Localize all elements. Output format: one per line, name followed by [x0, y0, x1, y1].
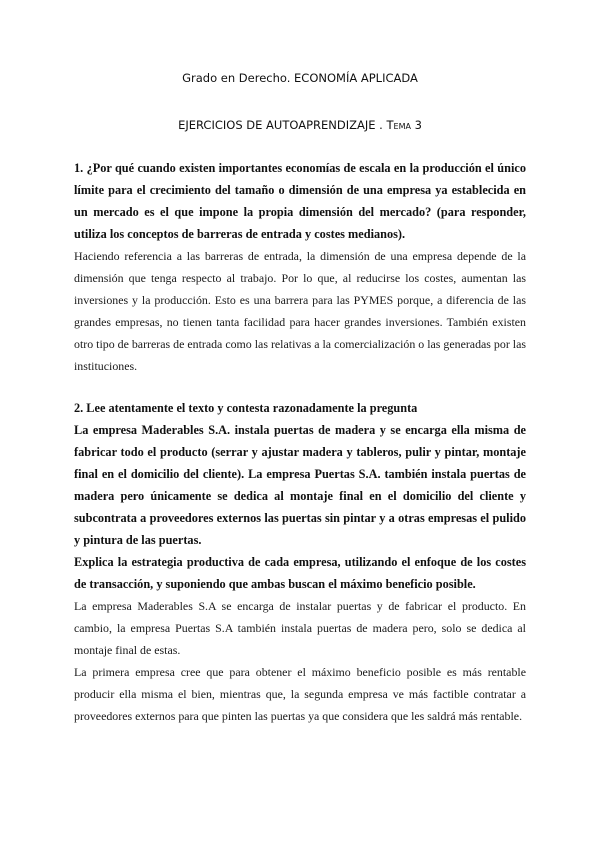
- exercise-title: EJERCICIOS DE AUTOAPRENDIZAJE .: [178, 118, 387, 132]
- question-2-case-text: La empresa Maderables S.A. instala puertas de madera y se encarga ella misma de fabricar todo el producto (serrar y ajustar madera y tableros, pulir y pintar, montaje final en el domicilio del cliente). La empresa Puertas S.A. también instala puertas de madera pero únicamente se dedica al montaje final en el domicilio del cliente y subcontrata a proveedores externos las puertas sin pintar y a otras empresas el pulido y pintura de las puertas.: [74, 423, 526, 547]
- exercise-header: [0, 118, 600, 132]
- question-2-answer-paragraph-2: La primera empresa cree que para obtener el máximo beneficio posible es más rentable producir ella misma el bien, mientras que, la segunda empresa ve más factible contratar a proveedores externos para que pinten las puertas ya que considera que les saldrá más rentable.: [74, 665, 526, 723]
- topic-label: Tema 3: [386, 118, 422, 132]
- course-header: [0, 71, 600, 85]
- question-1-section: [74, 157, 526, 377]
- question-2-question: Explica la estrategia productiva de cada empresa, utilizando el enfoque de los costes de transacción, y suponiendo que ambas buscan el máximo beneficio posible.: [74, 555, 526, 591]
- question-2-answer-paragraph-1: La empresa Maderables S.A se encarga de instalar puertas y de fabricar el producto. En cambio, la empresa Puertas S.A también instala puertas de madera pero, solo se dedica al montaje final de estas.: [74, 599, 526, 657]
- question-2-section: [74, 397, 526, 727]
- question-1-answer: Haciendo referencia a las barreras de entrada, la dimensión de una empresa depende de la dimensión que tenga respecto al trabajo. Por lo que, al reducirse los costes, aumentan las inversiones y la producción. Esto es una barrera para las PYMES porque, a diferencia de las grandes empresas, no tienen tanta facilidad para hacer grandes inversiones. También existen otro tipo de barreras de entrada como las relativas a la comercialización o las generadas por las instituciones.: [74, 249, 526, 373]
- course-title: Grado en Derecho. ECONOMÍA APLICADA: [182, 71, 418, 85]
- question-1-text: 1. ¿Por qué cuando existen importantes economías de escala en la producción el único límite para el crecimiento del tamaño o dimensión de una empresa ya establecida en un mercado es el que impone la propia dimensión del mercado? (para responder, utiliza los conceptos de barreras de entrada y costes medianos).: [74, 161, 526, 241]
- question-2-heading: 2. Lee atentamente el texto y contesta razonadamente la pregunta: [74, 401, 418, 415]
